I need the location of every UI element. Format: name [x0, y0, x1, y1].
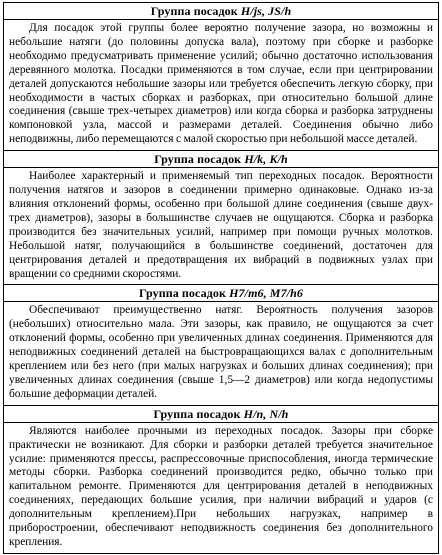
section-fits: H/k, K/h	[244, 152, 288, 167]
section-title-prefix: Группа посадок	[153, 406, 241, 421]
section-title-prefix: Группа посадок	[154, 152, 242, 167]
section-fits: H/n, N/h	[243, 406, 289, 421]
section-title-prefix: Группа посадок	[139, 286, 226, 301]
section-paragraph: Являются наиболее прочными из переходных посадок. Зазоры при сборке практически не возникают. Для сборки и разборки деталей требуется значительное усилие: применяются прессы, распрессовочные приспособления, иногда термические методы сборки. Разборка соединений производится редко, обычно только при капитальном ремонте. Применяются для центрирования деталей в неподвижных соединениях, передающих большие усилия, при наличии вибраций и ударов (с дополнительным креплением).При небольших нагрузках, например в приборостроении, обеспечивают неподвижность соединения без дополнительного крепления.	[9, 424, 433, 548]
fit-group-section-h-k	[4, 150, 438, 284]
section-title	[4, 405, 438, 423]
fit-group-section-h7-m6	[4, 284, 438, 404]
section-body	[4, 302, 438, 404]
section-title-prefix: Группа посадок	[150, 4, 238, 18]
fit-group-section-h-js	[4, 3, 438, 150]
section-body	[4, 20, 438, 150]
section-paragraph: Обеспечивают преимущественно натяг. Вероятность получения зазоров (небольших) относительно мала. Эти зазоры, как правило, не ощущаются за счет отклонений формы, особенно при увеличенных длинах соединения. Применяются для неподвижных соединений деталей на быстровращающихся валах с дополнительным креплением или без него (при малых нагрузках и больших длинах соединения); при увеличенных длинах соединения (свыше 1,5—2 диаметров) или когда недопустимы большие деформации деталей.	[9, 304, 433, 400]
section-title	[4, 150, 438, 168]
section-fits: H7/m6, M7/h6	[229, 286, 303, 301]
fit-group-section-h-n	[4, 405, 438, 553]
fit-groups-table	[3, 2, 439, 554]
section-title	[4, 284, 438, 302]
section-paragraph: Наиболее характерный и применяемый тип переходных посадок. Вероятности получения натягов и зазоров в соединении примерно одинаковые. Однако из-за влияния отклонений формы, особенно при большой длине соединения (свыше двух-трех диаметров), зазоры в большинстве случаев не ощущаются. Сборка и разборка производится без значительных усилий, например при помощи ручных молотков. Небольшой натяг, получающийся в большинстве соединений, достаточен для центрирования деталей и предотвращения их вибраций в подвижных узлах при вращении со средними скоростями.	[9, 170, 433, 280]
section-body	[4, 168, 438, 284]
section-fits: H/js, JS/h	[240, 4, 292, 18]
section-paragraph: Для посадок этой группы более вероятно получение зазора, но возможны и небольшие натяги (до половины допуска вала), поэтому при сборке и разборке необходимо предусматривать применение усилий; обычно достаточно использования деревянного молотка. Посадки применяются в том случае, если при центрировании деталей допускаются небольшие зазоры или требуется обеспечить легкую сборку, при необходимости в частых сборках и разборках, при относительно большой длине соединения (свыше трех-четырех диаметров) или когда сборка и разборка затруднены компоновкой узла, массой и размерами деталей. Соединения обычно либо неподвижны, либо перемещаются с малой скоростью при небольшой массе деталей.	[9, 22, 433, 146]
section-title	[4, 3, 438, 20]
section-body	[4, 423, 438, 553]
